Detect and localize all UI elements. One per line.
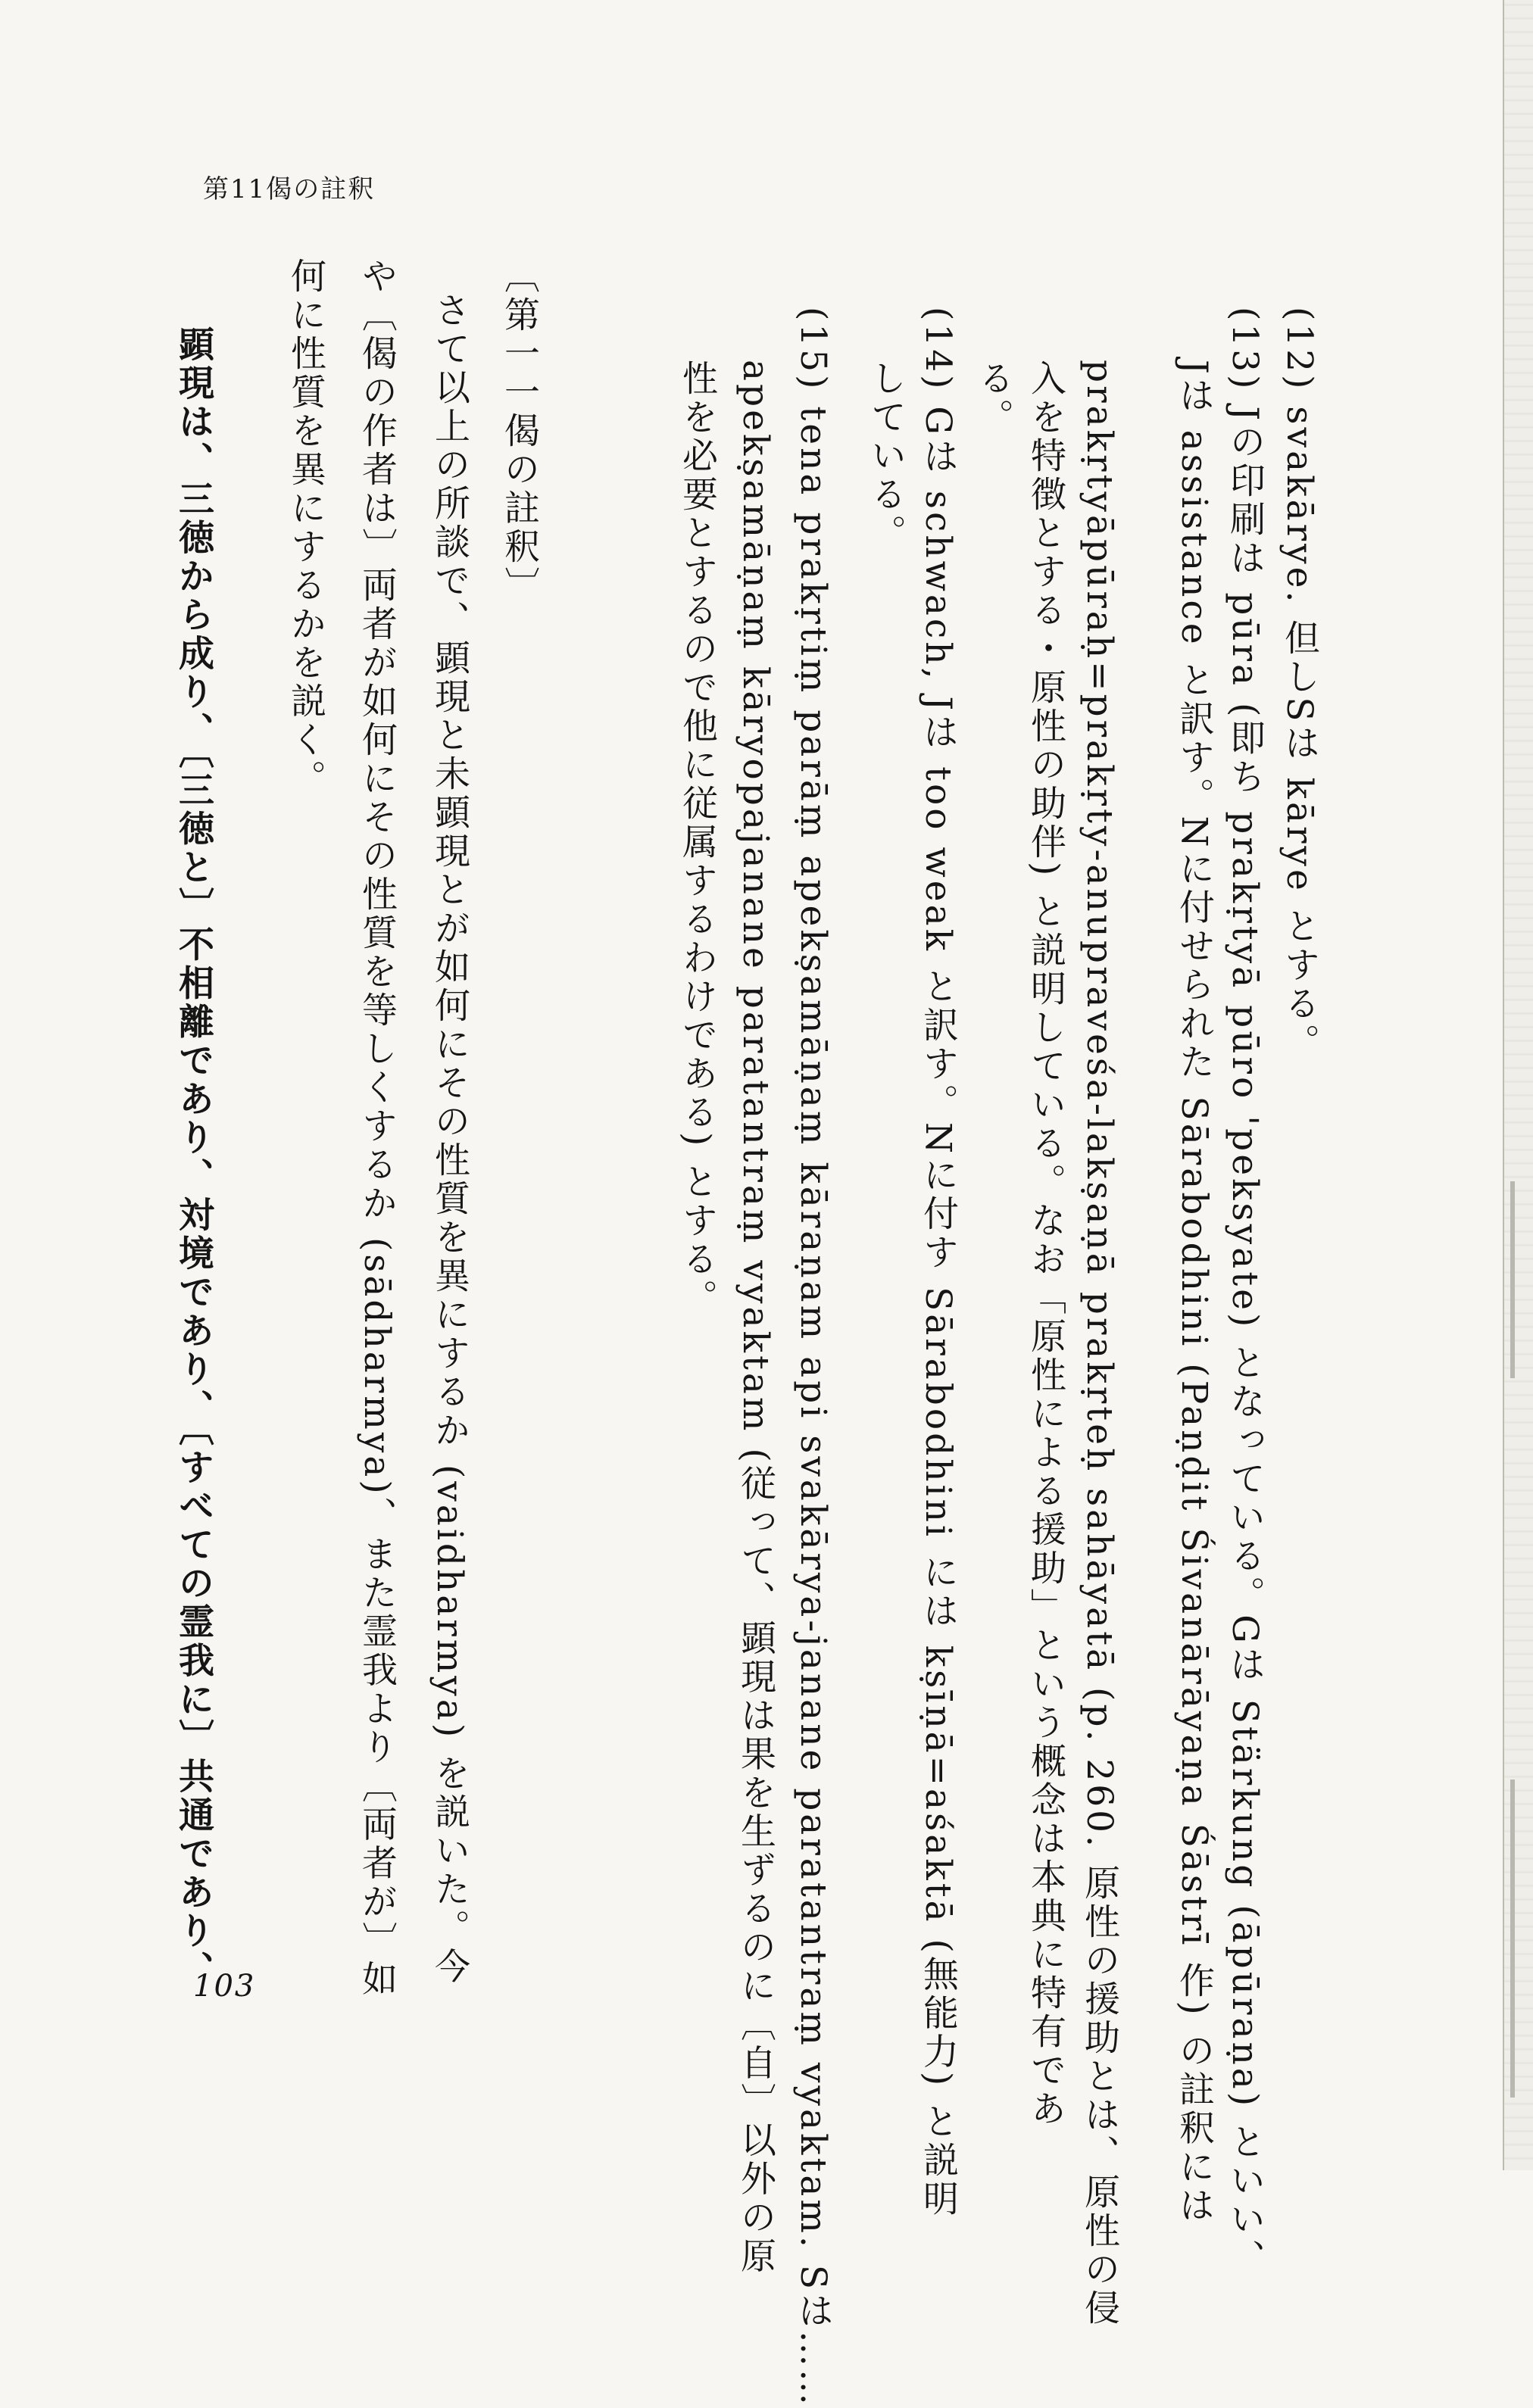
note-14-line-1: (14) Gは schwach, Jは too weak と訳す。Nに付す Sārabodhini には kṣīṇā=aśaktā (無能力) と説明 bbox=[917, 307, 959, 2219]
note-13-line-2: Jは assistance と訳す。Nに付せられた Sārabodhini (Paṇḍit Śivanārāyaṇa Śāstrī 作) の註釈には bbox=[1173, 360, 1215, 2226]
note-15-line-1: (15) tena prakṛtiṃ parāṃ apekṣamāṇaṃ kāraṇam api svakārya-janane paratantraṃ vyaktam. Sは…… bbox=[792, 307, 834, 2408]
note-13-line-1: (13) Jの印刷は pūra (即ち prakṛtyā pūro 'peksyate) となっている。Gは Stärkung (āpūraṇa) といい、 bbox=[1224, 307, 1266, 2279]
page-header: 第11偈の註釈 bbox=[203, 174, 376, 204]
note-13-line-4: 入を特徴とする・原性の助伴) と説明している。なお「原性による援助」という概念は本典に特有であ bbox=[1025, 360, 1066, 2129]
note-13-line-3: prakṛtyāpūraḥ=prakṛty-anupraveśa-lakṣaṇā prakṛteḥ sahāyatā (p. 260. 原性の援助とは、原性の侵 bbox=[1079, 360, 1120, 2328]
scan-edge-speck bbox=[1510, 1181, 1515, 1378]
note-13-line-5: る。 bbox=[973, 360, 1014, 437]
note-14-line-2: している。 bbox=[865, 360, 907, 553]
commentary-line-3: 何に性質を異にするかを説く。 bbox=[285, 257, 326, 798]
verse-line-1: 顕現は、三徳から成り、〔三徳と〕不相離であり、対境であり、〔すべての霊我に〕共通であり、 bbox=[173, 326, 214, 1989]
note-15-line-2: apekṣamāṇaṃ kāryopajanane paratantraṃ vyaktam (従って、顕現は果を生ずるのに〔自〕以外の原 bbox=[735, 360, 776, 2276]
scan-edge-speck bbox=[1510, 1779, 1515, 2098]
scan-right-edge bbox=[1503, 0, 1533, 2170]
page-number: 103 bbox=[193, 1969, 256, 2004]
note-12-line-1: (12) svakārye. 但しSは kārye とする。 bbox=[1279, 307, 1320, 1062]
note-15-line-3: 性を必要とするので他に従属するわけである) とする。 bbox=[676, 360, 718, 1318]
commentary-line-1: さて以上の所談で、顕現と未顕現とが如何にその性質を異にするか (vaidharmya) を説いた。今 bbox=[429, 292, 470, 1987]
commentary-line-2: や〔偈の作者は〕両者が如何にその性質を等しくするか (sādharmya)、また霊我より〔両者が〕如 bbox=[356, 257, 398, 1999]
commentary-heading: 〔第一一偈の註釈〕 bbox=[498, 257, 540, 605]
